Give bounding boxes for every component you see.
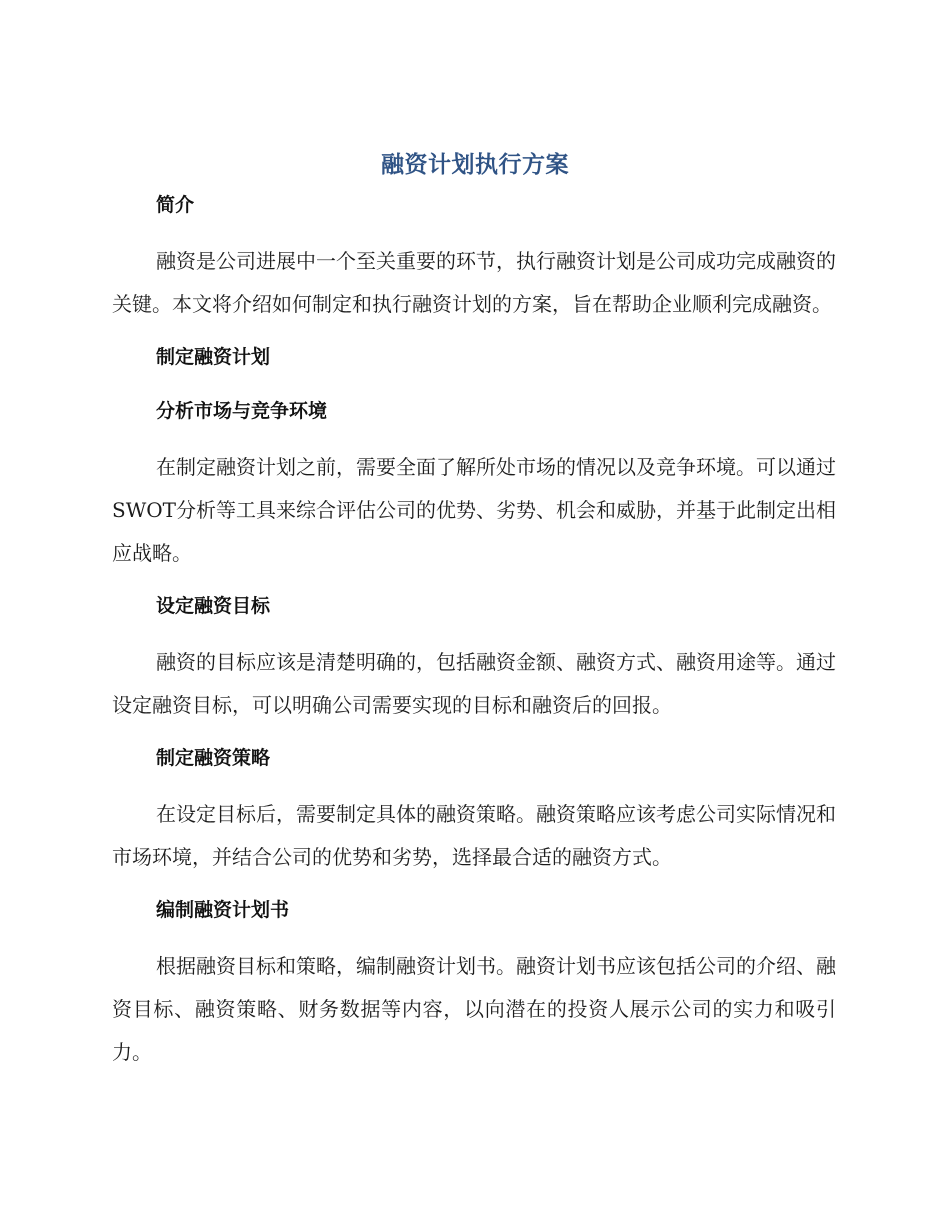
section-paragraph-strategy: 在设定目标后，需要制定具体的融资策略。融资策略应该考虑公司实际情况和市场环境，并结合公司的优势和劣势，选择最合适的融资方式。 xyxy=(112,802,836,869)
section-heading-bizplan: 编制融资计划书 xyxy=(156,899,290,921)
section-heading-goal: 设定融资目标 xyxy=(156,595,271,617)
section-heading-intro: 简介 xyxy=(156,194,195,216)
section-paragraph-bizplan: 根据融资目标和策略，编制融资计划书。融资计划书应该包括公司的介绍、融资目标、融资策略、财务数据等内容，以向潜在的投资人展示公司的实力和吸引力。 xyxy=(112,954,836,1064)
section-paragraph-intro: 融资是公司进展中一个至关重要的环节，执行融资计划是公司成功完成融资的关键。本文将介绍如何制定和执行融资计划的方案，旨在帮助企业顺利完成融资。 xyxy=(112,249,836,316)
section-heading-strategy: 制定融资策略 xyxy=(156,747,271,769)
section-heading-plan: 制定融资计划 xyxy=(156,346,271,368)
section-paragraph-market: 在制定融资计划之前，需要全面了解所处市场的情况以及竞争环境。可以通过SWOT分析等工具来综合评估公司的优势、劣势、机会和威胁，并基于此制定出相应战略。 xyxy=(112,455,836,565)
document-title: 融资计划执行方案 xyxy=(381,152,569,178)
section-heading-market: 分析市场与竞争环境 xyxy=(156,400,328,422)
section-paragraph-goal: 融资的目标应该是清楚明确的，包括融资金额、融资方式、融资用途等。通过设定融资目标，可以明确公司需要实现的目标和融资后的回报。 xyxy=(112,650,836,717)
document-body xyxy=(112,186,836,1074)
